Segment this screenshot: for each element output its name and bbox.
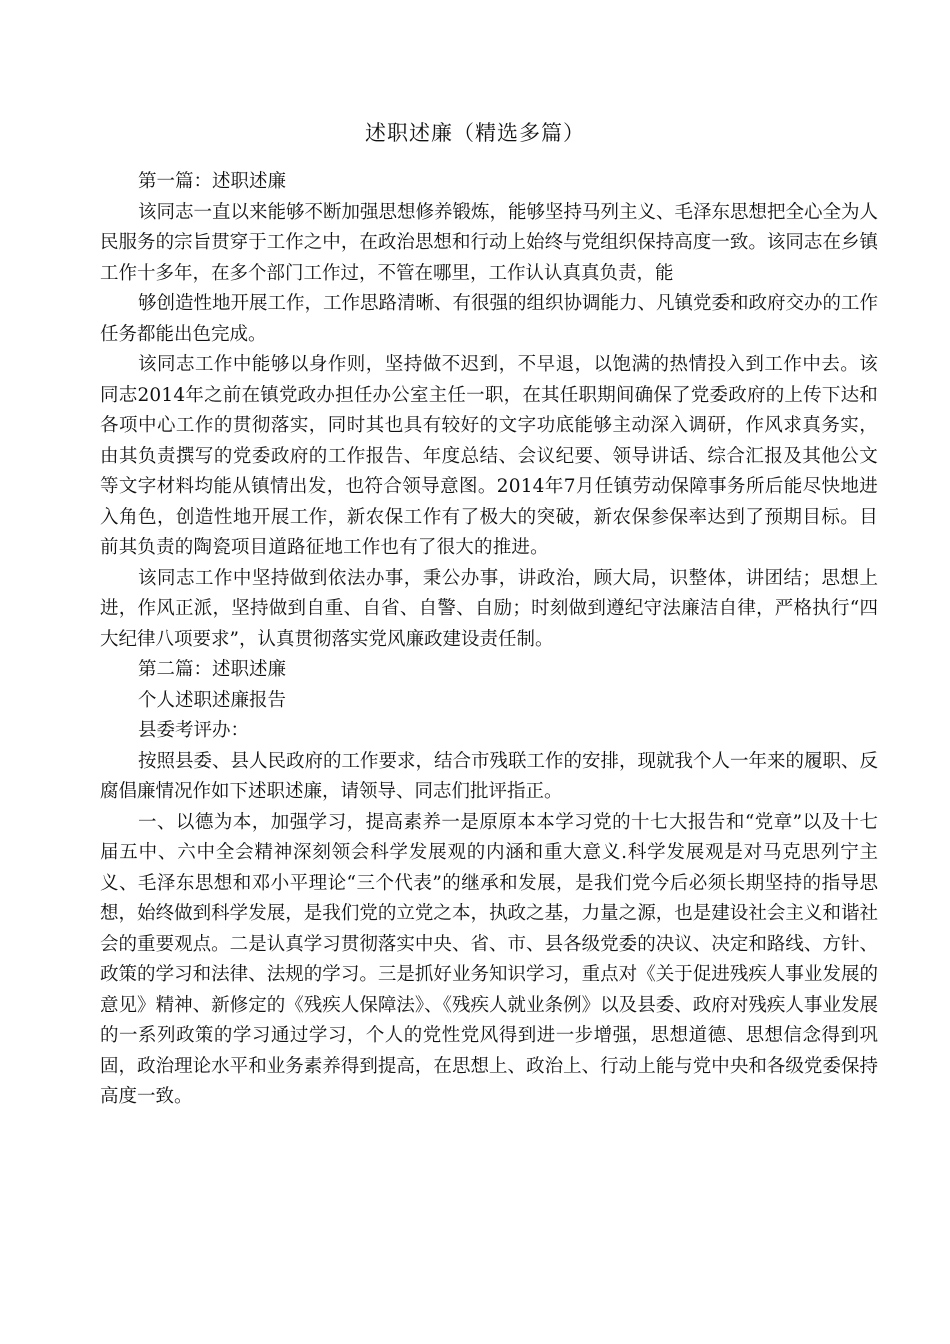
paragraph: 按照县委、县人民政府的工作要求，结合市残联工作的安排，现就我个人一年来的履职、反腐倡廉情况作如下述职述廉，请领导、同志们批评指正。 xyxy=(100,750,879,802)
section-heading-1: 第一篇：述职述廉 xyxy=(138,171,287,192)
paragraph: 一、以德为本，加强学习，提高素养一是原原本本学习党的十七大报告和“党章”以及十七届五中、六中全会精神深刻领会科学发展观的内涵和重大意义.科学发展观是对马克思列宁主义、毛泽东思想和邓小平理论“三个代表”的继承和发展，是我们党今后必须长期坚持的指导思想，始终做到科学发展，是我们党的立党之本，执政之基，力量之源，也是建设社会主义和谐社会的重要观点。二是认真学习贯彻落实中央、省、市、县各级党委的决议、决定和路线、方针、政策的学习和法律、法规的学习。三是抓好业务知识学习，重点对《关于促进残疾人事业发展的意见》精神、新修定的《残疾人保障法》、《残疾人就业条例》以及县委、政府对残疾人事业发展的一系列政策的学习通过学习，个人的党性党风得到进一步增强，思想道德、思想信念得到巩固，政治理论水平和业务素养得到提高，在思想上、政治上、行动上能与党中央和各级党委保持高度一致。 xyxy=(100,811,878,1107)
document-body xyxy=(100,167,878,1113)
salutation: 县委考评办： xyxy=(138,720,250,741)
section-heading-2: 第二篇：述职述廉 xyxy=(138,659,287,680)
document-title: 述职述廉（精选多篇） xyxy=(365,121,585,145)
paragraph: 够创造性地开展工作，工作思路清晰、有很强的组织协调能力、凡镇党委和政府交办的工作任务都能出色完成。 xyxy=(100,293,879,345)
paragraph: 该同志一直以来能够不断加强思想修养锻炼，能够坚持马列主义、毛泽东思想把全心全为人民服务的宗旨贯穿于工作之中，在政治思想和行动上始终与党组织保持高度一致。该同志在乡镇工作十多年，在多个部门工作过，不管在哪里，工作认认真真负责，能 xyxy=(100,201,879,284)
report-title: 个人述职述廉报告 xyxy=(138,689,287,711)
paragraph: 该同志工作中坚持做到依法办事，秉公办事，讲政治，顾大局，识整体，讲团结；思想上进，作风正派，坚持做到自重、自省、自警、自励；时刻做到遵纪守法廉洁自律，严格执行“四大纪律八项要求”，认真贯彻落实党风廉政建设责任制。 xyxy=(100,567,878,650)
paragraph: 该同志工作中能够以身作则，坚持做不迟到，不早退，以饱满的热情投入到工作中去。该同志2014年之前在镇党政办担任办公室主任一职，在其任职期间确保了党委政府的上传下达和各项中心工作的贯彻落实，同时其也具有较好的文字功底能够主动深入调研，作风求真务实，由其负责撰写的党委政府的工作报告、年度总结、会议纪要、领导讲话、综合汇报及其他公文等文字材料均能从镇情出发，也符合领导意图。2014年7月任镇劳动保障事务所后能尽快地进入角色，创造性地开展工作，新农保工作有了极大的突破，新农保参保率达到了预期目标。目前其负责的陶瓷项目道路征地工作也有了很大的推进。 xyxy=(100,354,878,558)
